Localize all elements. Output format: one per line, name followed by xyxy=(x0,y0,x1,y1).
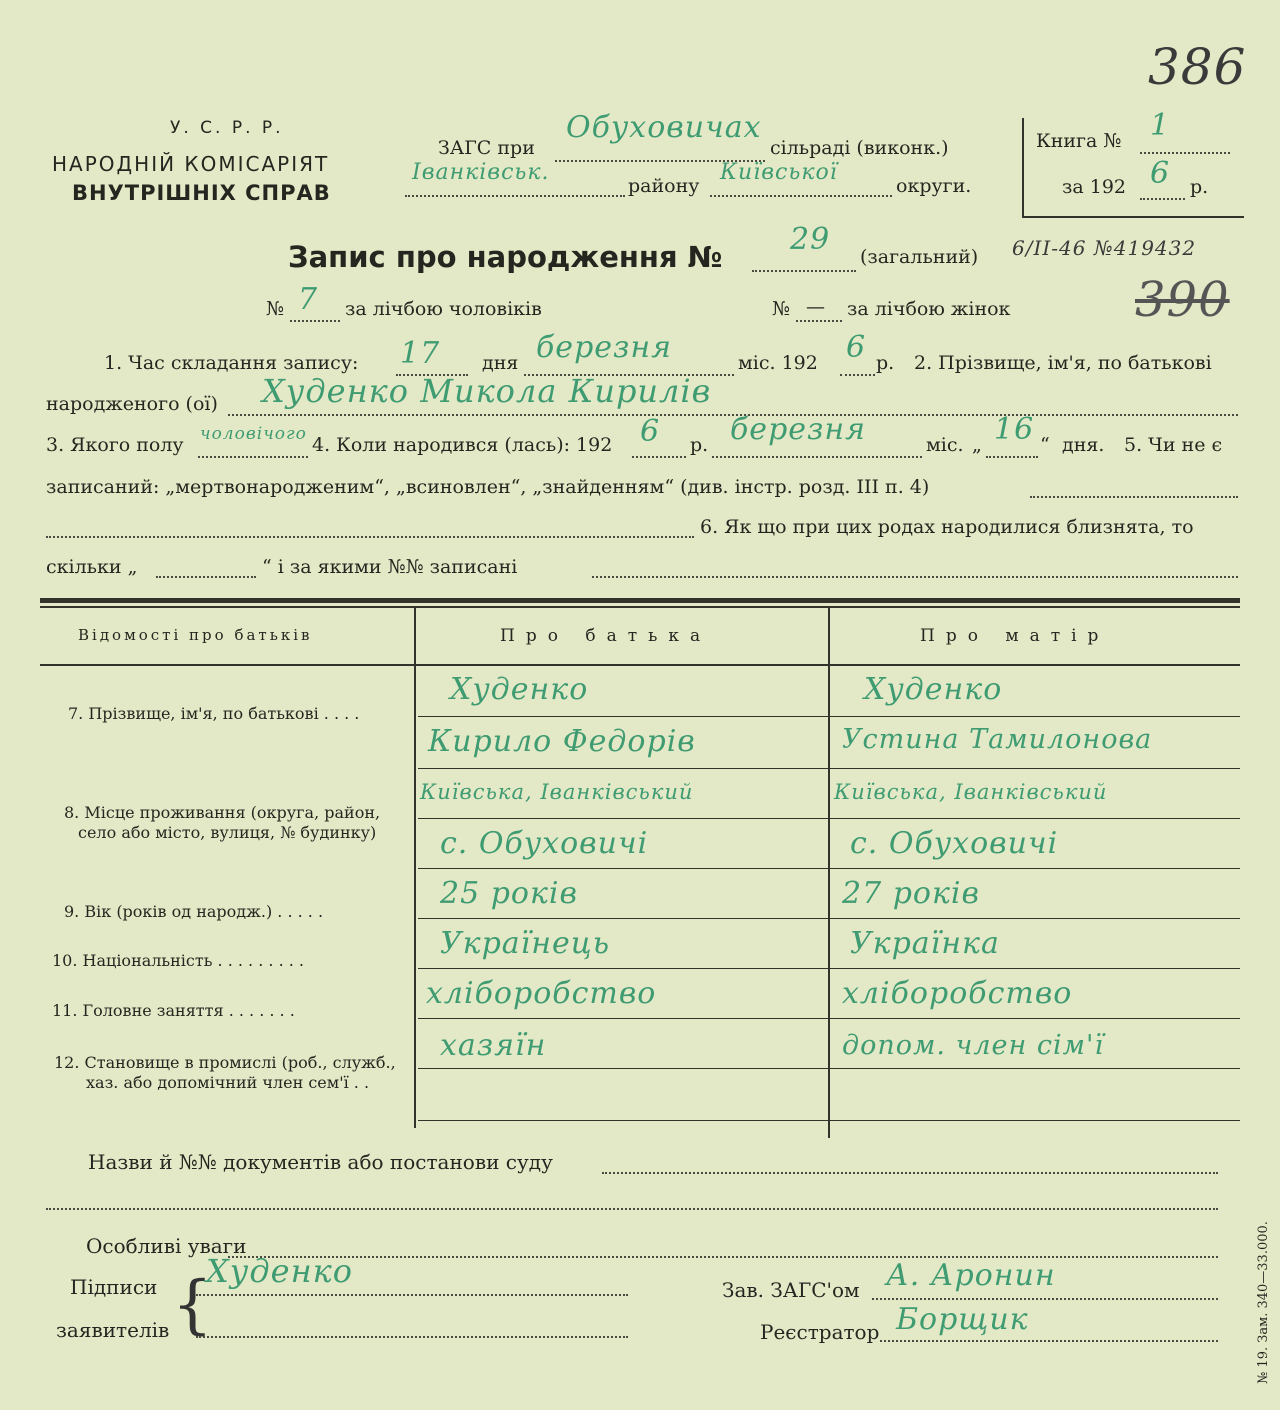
record-title: Запис про народження № xyxy=(288,240,723,274)
mother-nationality: Українка xyxy=(850,926,1000,961)
women-no: № xyxy=(772,298,790,320)
father-name: Кирило Федорів xyxy=(428,724,696,759)
f4-day: 16 xyxy=(994,412,1035,447)
print-info: № 19. Зам. 340—33.000. xyxy=(1256,1221,1271,1384)
okruha-value: Київської xyxy=(720,160,838,185)
f4-year-suffix: р. xyxy=(690,434,709,456)
f1-day-label: дня xyxy=(482,352,519,374)
f1-day: 17 xyxy=(400,336,441,371)
row7-label: 7. Прізвище, ім'я, по батькові . . . . xyxy=(68,704,360,723)
sign-label1: Підписи xyxy=(70,1275,158,1299)
mother-surname: Худенко xyxy=(864,672,1003,707)
archive-number-crossed: 390 xyxy=(1135,272,1230,328)
archive-number-top: 386 xyxy=(1148,38,1247,96)
commissariat-line2: ВНУТРІШНІХ СПРАВ xyxy=(72,181,331,205)
f1-year-suffix: р. xyxy=(876,352,895,374)
f6-label: 6. Як що при цих родах народилися близнята, то xyxy=(700,516,1194,538)
f2-label: 2. Прізвище, ім'я, по батькові xyxy=(914,352,1212,374)
archive-number-handwritten: 6/ІІ-46 №419432 xyxy=(1012,236,1197,260)
col-header-mother: Про матір xyxy=(920,626,1110,646)
mother-occupation: хліборобство xyxy=(842,976,1073,1011)
mother-name: Устина Тамилонова xyxy=(842,724,1153,755)
f1-year: 6 xyxy=(846,330,867,365)
father-surname: Худенко xyxy=(450,672,589,707)
f1-label: 1. Час складання запису: xyxy=(104,352,359,374)
f6-label-cont: скільки „ xyxy=(46,556,138,578)
registrar-label: Реєстратор xyxy=(760,1320,880,1344)
record-number-suffix: (загальний) xyxy=(860,246,979,268)
row9-label: 9. Вік (років од народж.) . . . . . xyxy=(64,902,324,921)
row8-label1: 8. Місце проживання (округа, район, xyxy=(64,803,381,822)
women-count: — xyxy=(806,296,825,318)
father-nationality: Українець xyxy=(440,926,611,961)
mother-residence1: Київська, Іванківський xyxy=(834,780,1108,804)
f2-value: Худенко Микола Кирилів xyxy=(262,372,712,410)
notes-label: Особливі уваги xyxy=(86,1234,247,1258)
row10-label: 10. Національність . . . . . . . . . xyxy=(52,951,304,970)
sign-label2: заявителів xyxy=(56,1318,170,1342)
zags-suffix: сільраді (виконк.) xyxy=(770,137,949,159)
row12-label1: 12. Становище в промислі (роб., служб., xyxy=(54,1053,396,1072)
father-residence2: с. Обуховичі xyxy=(440,826,649,861)
f1-month: березня xyxy=(536,330,673,365)
year-suffix: р. xyxy=(1190,176,1209,198)
f2-label-cont: народженого (ої) xyxy=(46,393,218,415)
raion-value: Іванківськ. xyxy=(412,160,550,185)
f6-label-mid: “ і за якими №№ записані xyxy=(262,556,518,578)
father-position: хазяїн xyxy=(440,1028,547,1063)
row11-label: 11. Головне заняття . . . . . . . xyxy=(52,1001,295,1020)
father-occupation: хліборобство xyxy=(426,976,657,1011)
commissariat-line1: НАРОДНІЙ КОМІСАРІЯТ xyxy=(52,152,330,176)
docs-label: Назви й №№ документів або постанови суду xyxy=(88,1150,553,1174)
head-signature: А. Аронин xyxy=(886,1258,1056,1293)
year-value: 6 xyxy=(1150,156,1171,191)
f4-year: 6 xyxy=(640,414,661,449)
republic-label: У. С. Р. Р. xyxy=(170,118,284,138)
men-count: 7 xyxy=(298,282,319,317)
mother-residence2: с. Обуховичі xyxy=(850,826,1059,861)
mother-age: 27 років xyxy=(842,876,980,911)
col-header-father: Про батька xyxy=(500,626,712,646)
okruha-label: округи. xyxy=(896,175,972,197)
record-number: 29 xyxy=(790,222,831,257)
f5-label: 5. Чи не є xyxy=(1124,434,1223,456)
applicant-signature: Худенко xyxy=(206,1252,354,1290)
men-no: № xyxy=(266,298,284,320)
f3-label: 3. Якого полу xyxy=(46,434,184,456)
raion-label: району xyxy=(628,175,700,197)
book-value: 1 xyxy=(1150,108,1171,143)
f4-day-label: дня. xyxy=(1062,434,1105,456)
father-residence1: Київська, Іванківський xyxy=(420,780,694,804)
f4-month-label: міс. xyxy=(926,434,964,456)
registrar-signature: Борщик xyxy=(896,1302,1029,1337)
col-header-info: Відомості про батьків xyxy=(78,626,313,644)
mother-position: допом. член сім'ї xyxy=(842,1030,1105,1061)
f5-label-cont: записаний: „мертвонародженим“, „всиновлен“, „знайденням“ (див. інстр. розд. III п. 4) xyxy=(46,476,930,498)
year-prefix: за 192 xyxy=(1062,176,1126,198)
f1-month-label: міс. 192 xyxy=(738,352,818,374)
zags-village-value: Обуховичах xyxy=(566,110,762,145)
f4-month: березня xyxy=(730,412,867,447)
men-label: за лічбою чоловіків xyxy=(345,298,542,320)
f4-label: 4. Коли народився (лась): 192 xyxy=(312,434,613,456)
row8-label2: село або місто, вулиця, № будинку) xyxy=(78,823,377,842)
women-label: за лічбою жінок xyxy=(847,298,1011,320)
father-age: 25 років xyxy=(440,876,578,911)
f3-value: чоловічого xyxy=(200,424,307,444)
row12-label2: хаз. або допомічний член сем'ї . . xyxy=(86,1073,370,1092)
zags-prefix: ЗАГС при xyxy=(438,137,535,159)
book-label: Книга № xyxy=(1036,130,1122,152)
head-label: Зав. ЗАГС'ом xyxy=(722,1278,860,1302)
birth-record-form: 386 6/ІІ-46 №419432 390 У. С. Р. Р. НАРОДНІЙ КОМІСАРІЯТ ВНУТРІШНІХ СПРАВ ЗАГС при Обуховичах сільраді (виконк.) Іванківськ. району Київської округи. Книга № 1 за 192 6 р. Запис про народження № 29 (загальний) № 7 за лічбою чоловіків № — за лічбою жінок 1. Час складання запису: 17 дня березня міс. 192 6 р. 2. Прізвище, ім'я, по батькові народженого (ої) Худенко Микола Кирилів 3. Якого полу чоловічого 4. Коли народився (лась): 192 6 р. березня міс. „ 16 “ дня. 5. Чи не є записаний: „мертвонародженим“, „всиновлен“, „знайденням“ (див. інстр. розд. III п. 4) 6. Як що при цих родах народилися близнята, то скільки „ “ і за якими №№ записані Відомості про батьків Про батька Про матір 7. Прізвище, ім'я, по батькові . . . . 8. Місце проживання (округа, район, село або місто, вулиця, № будинку) 9. Вік (років од народж.) . . . . . 10. Національність . . . . . . . . . 11. Головне заняття . . . . . . . 12. Становище в промислі (роб., служб., хаз. або допомічний член сем'ї . . Худенко Кирило Федорів Київська, Іванківський с. Обуховичі 25 років Українець хліборобство хазяїн Худенко Устина Тамилонова Київська, Іванківський с. Обуховичі 27 років Українка хліборобство допом. член сім'ї Назви й №№ документів або постанови суду Особливі уваги Підписи заявителів { Худенко Зав. ЗАГС'ом А. Аронин Реєстратор Борщик № 19. Зам. 340—33.000. xyxy=(0,0,1280,1410)
